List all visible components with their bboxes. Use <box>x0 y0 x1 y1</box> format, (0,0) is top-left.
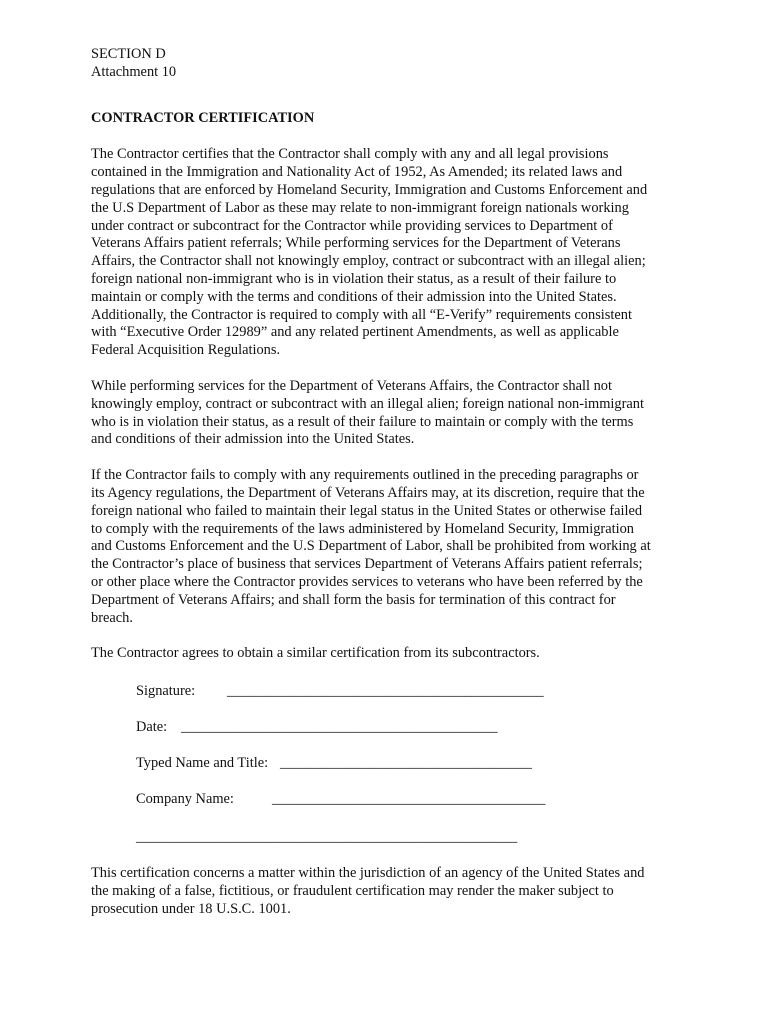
paragraph-subcontractors <box>91 645 691 663</box>
extra-line-row <box>136 829 691 847</box>
paragraph-line: The Contractor certifies that the Contractor shall comply with any and all legal provisions <box>91 146 609 163</box>
paragraph-line: knowingly employ, contract or subcontract with an illegal alien; foreign national non-immigrant <box>91 395 644 412</box>
company-row <box>136 791 691 809</box>
section-label: SECTION D <box>91 46 166 62</box>
date-field[interactable]: ____________________________________________ <box>181 719 498 736</box>
document-header <box>91 46 691 82</box>
paragraph-line: the Contractor’s place of business that services Department of Veterans Affairs patient referrals; <box>91 556 643 573</box>
name-title-label: Typed Name and Title: <box>136 755 269 772</box>
paragraph-line: its Agency regulations, the Department of Veterans Affairs may, at its discretion, require that the <box>91 484 645 501</box>
date-row <box>136 719 691 737</box>
signature-row <box>136 683 691 701</box>
paragraph-line: the making of a false, fictitious, or fraudulent certification may render the maker subject to <box>91 882 614 899</box>
document-page <box>91 46 691 937</box>
paragraph-line: breach. <box>91 609 133 626</box>
name-title-field[interactable]: ___________________________________ <box>280 755 532 772</box>
paragraph-employment <box>91 378 691 449</box>
paragraph-line: maintain or comply with the terms and conditions of their admission into the United States. <box>91 288 617 305</box>
paragraph-line: and conditions of their admission into the United States. <box>91 431 415 448</box>
paragraph-line: While performing services for the Department of Veterans Affairs, the Contractor shall not <box>91 377 612 394</box>
attachment-label: Attachment 10 <box>91 63 177 80</box>
paragraph-compliance <box>91 146 691 360</box>
paragraph-line: to comply with the requirements of the laws administered by Homeland Security, Immigration <box>91 520 634 537</box>
paragraph-line: Department of Veterans Affairs; and shall form the basis for termination of this contract for <box>91 591 616 608</box>
date-label: Date: <box>136 719 168 736</box>
paragraph-line: contained in the Immigration and Nationality Act of 1952, As Amended; its related laws and <box>91 164 623 181</box>
signature-label: Signature: <box>136 683 196 700</box>
paragraph-line: the U.S Department of Labor as these may relate to non-immigrant foreign nationals working <box>91 199 629 216</box>
paragraph-line: This certification concerns a matter within the jurisdiction of an agency of the United States and <box>91 865 645 882</box>
document-title: CONTRACTOR CERTIFICATION <box>91 109 315 126</box>
paragraph-line: Affairs, the Contractor shall not knowingly employ, contract or subcontract with an illegal alien; <box>91 253 646 270</box>
paragraph-line: prosecution under 18 U.S.C. 1001. <box>91 900 291 917</box>
paragraph-line: Additionally, the Contractor is required to comply with all “E-Verify” requirements consistent <box>91 306 632 323</box>
footer-statement <box>91 865 691 918</box>
extra-signature-line[interactable]: _____________________________________________________ <box>136 829 518 846</box>
signature-block <box>136 683 691 847</box>
name-title-row <box>136 755 691 773</box>
paragraph-line: who is in violation their status, as a result of their failure to maintain or comply with the terms <box>91 413 634 430</box>
paragraph-line: The Contractor agrees to obtain a similar certification from its subcontractors. <box>91 645 540 662</box>
company-field[interactable]: ______________________________________ <box>272 791 546 808</box>
paragraph-line: under contract or subcontract for the Contractor while providing services to Department of <box>91 217 613 234</box>
paragraph-line: or other place where the Contractor provides services to veterans who have been referred by the <box>91 573 643 590</box>
paragraph-line: foreign national non-immigrant who is in violation their status, as a result of their failure to <box>91 270 617 287</box>
paragraph-line: and Customs Enforcement and the U.S Department of Labor, shall be prohibited from working at <box>91 538 651 555</box>
signature-field[interactable]: ____________________________________________ <box>227 683 544 700</box>
paragraph-line: Federal Acquisition Regulations. <box>91 342 281 359</box>
paragraph-line: If the Contractor fails to comply with any requirements outlined in the preceding paragraphs or <box>91 467 639 484</box>
paragraph-line: regulations that are enforced by Homeland Security, Immigration and Customs Enforcement and <box>91 181 648 198</box>
paragraph-noncompliance <box>91 467 691 627</box>
paragraph-line: Veterans Affairs patient referrals; While performing services for the Department of Veterans <box>91 235 621 252</box>
paragraph-line: with “Executive Order 12989” and any related pertinent Amendments, as well as applicable <box>91 324 619 341</box>
paragraph-line: foreign national who failed to maintain their legal status in the United States or otherwise failed <box>91 502 643 519</box>
company-label: Company Name: <box>136 791 234 808</box>
